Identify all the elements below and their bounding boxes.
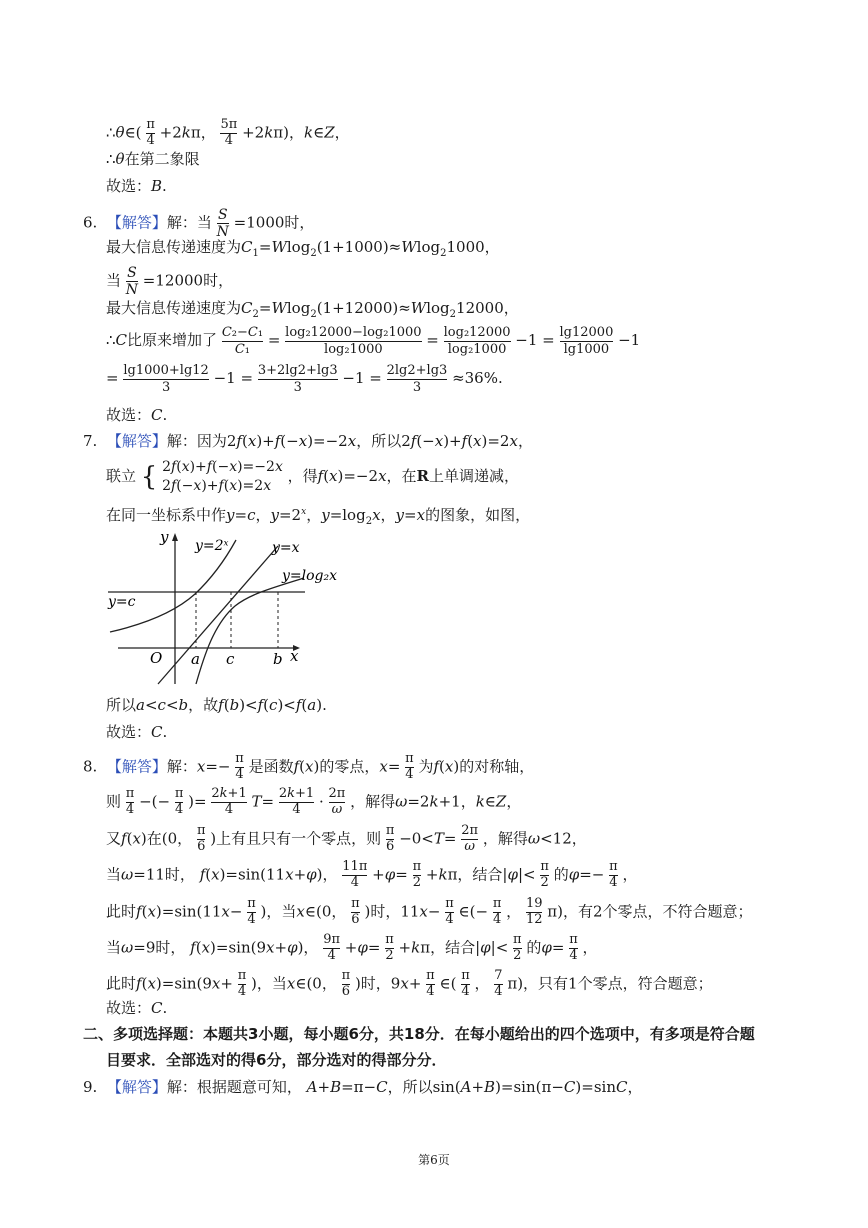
page-footer: 第6页 [418,1153,450,1167]
section-2-heading-line1: 二、多项选择题：本题共3小题，每小题6分，共18分．在每小题给出的四个选项中，有多项是符合题 [83,1025,755,1043]
label-log: y=log₂x [282,568,338,584]
label-yc: y=c [108,594,136,610]
line-y-x [158,546,278,684]
line-q6-ratio: ∴C比原来增加了 $\frac{\text{C₂−C₁}}{\text{C₁}}$ = $\frac{\text{log₂12000−log₂1000}}{\text{log₂1000}}$ = $\frac{\text{log₂12000}}{\text{log₂1000}}$ −1 = $\frac{\lg 12000}{\lg 1000}$ −1 [106,325,641,357]
line-q6-result: = $\frac{\lg 1000+\lg 12}{3}$ −1 = $\frac{3+2\lg 2+\lg 3}{3}$ −1 = $\frac{2\lg 2+\lg 3}{3}$ ≈36%. [106,363,503,395]
line-theta-quadrant: ∴θ在第二象限 [106,150,200,168]
line-q7-graph-intro: 在同一坐标系中作y=c，$y=2^x$，$y=\log_2x$，y=x的图象，如图， [106,506,531,527]
line-q6-answer: 故选：C. [106,406,168,424]
line-q6-start: 6. 【解答】解：当 $\frac{S}{N}$ =1000时， [83,207,315,241]
curve-logarithm [196,578,304,684]
line-q7-start: 7. 【解答】解：因为2f(x)+f(−x)=−2x，所以2f(−x)+f(x)=2x， [83,432,533,450]
line-q8-case11: 当ω=11时， f(x)=sin(11x+φ)， $\frac{11\pi}{4}$ +φ= $\frac{\pi}{2}$ +kπ，结合|φ|< $\frac{\pi}{2}$ 的φ=− $\frac{\pi}{4}$ ， [106,859,638,890]
line-q8-period: 则 $\frac{\pi}{4}$ −(− $\frac{\pi}{4}$ )= $\frac{2k+1}{4}$ T= $\frac{2k+1}{4}$ · $\frac{2\pi}{\omega}$ ，解得ω=2k+1，k∈Z， [106,786,522,817]
label-yx: y=x [272,540,300,556]
line-q8-start: 8. 【解答】解：x=− $\frac{\pi}{4}$ 是函数f(x)的零点，x= $\frac{\pi}{4}$ 为f(x)的对称轴， [83,751,535,782]
line-q7-answer: 故选：C. [106,723,168,741]
y-axis-arrow [172,533,178,541]
line-q6-c2: 最大信息传递速度为$C_2=Wlog_2(1+12000)\approx Wlog_212000$， [106,299,519,320]
line-q8-case11-detail: 此时f(x)=sin(11x− $\frac{\pi}{4}$ )，当x∈(0， $\frac{\pi}{6}$ )时，11x− $\frac{\pi}{4}$ ∈(− $\frac{\pi}{4}$ ， $\frac{19}{12}$ π)，有2个零点，不符合题意； [106,896,753,927]
label-a: a [191,650,200,668]
line-theta-interval: ∴θ∈( $\frac{\pi}{4}$ +2kπ， $\frac{5\pi}{4}$ +2kπ)，k∈Z， [106,117,350,148]
label-origin: O [150,649,163,667]
line-q8-case9-detail: 此时f(x)=sin(9x+ $\frac{\pi}{4}$ )，当x∈(0， $\frac{\pi}{6}$ )时，9x+ $\frac{\pi}{4}$ ∈( $\frac{\pi}{4}$ ， $\frac{7}{4}$ π)，只有1个零点，符合题意； [106,968,713,999]
line-q7-conclusion: 所以a<c<b，故f(b)<f(c)<f(a). [106,696,327,714]
label-c: c [226,650,235,668]
label-b: b [273,650,283,668]
line-q8-case9: 当ω=9时， f(x)=sin(9x+φ)， $\frac{9\pi}{4}$ +φ= $\frac{\pi}{2}$ +kπ，结合|φ|< $\frac{\pi}{2}$ 的φ= $\frac{\pi}{4}$ ， [106,932,598,963]
line-q9-start: 9. 【解答】解：根据题意可知， A+B=π−C，所以sin(A+B)=sin(π−C)=sinC， [83,1078,643,1096]
section-2-heading-line2: 目要求．全部选对的得6分，部分选对的得部分分． [106,1051,447,1069]
line-q6-c1: 最大信息传递速度为$C_1=Wlog_2(1+1000)\approx Wlog_21000$， [106,238,500,259]
line-q8-answer: 故选：C. [106,999,168,1017]
function-graph-figure [100,528,340,688]
line-q6-when: 当 $\frac{S}{N}$ =12000时， [106,265,234,299]
line-answer-b: 故选：B. [106,177,167,195]
label-exp: y=2ˣ [195,538,229,554]
line-q7-system: 联立 { 2f(x)+f(−x)=−2x 2f(−x)+f(x)=2x ，得f(x)=−2x，在R上单调递减， [106,459,520,494]
line-q8-bound: 又f(x)在(0， $\frac{\pi}{6}$ )上有且只有一个零点，则 $\frac{\pi}{6}$ −0<T= $\frac{2\pi}{\omega}$ ，解得ω<12， [106,823,587,854]
label-x: x [290,647,299,665]
label-y: y [160,528,169,546]
